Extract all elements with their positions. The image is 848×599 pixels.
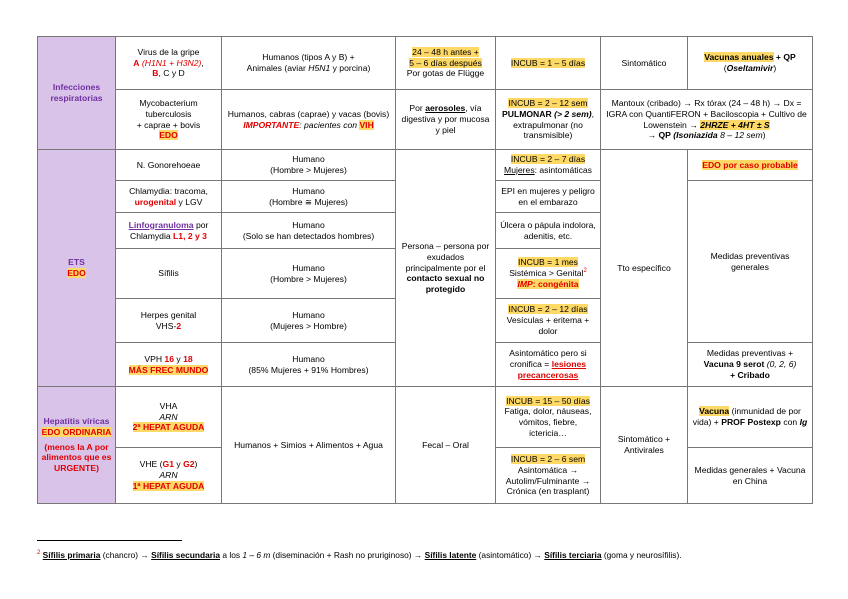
footnote-sifilis: $^2$ Sífilis primaria (chancro) → Sífilis secundaria a los 1 – 6 m (diseminación + Rash no pruriginoso) → Sífilis latente (asintomático) → Sífilis terciaria (goma y neurosífilis). <box>37 550 682 560</box>
cell-clin-lgv: Úlcera o pápula indolora, adenitis, etc. <box>496 213 601 249</box>
cell-prev-ets-general: Medidas preventivas generales <box>688 181 813 343</box>
cell-host-gripe: Humanos (tipos A y B) + Animales (aviar H5N1 y porcina) <box>222 37 396 90</box>
cell-clin-hep: Sintomático + Antivirales <box>601 387 688 504</box>
cell-agent-chlamydia: Chlamydia: tracoma, urogenital y LGV <box>116 181 222 213</box>
row-tb <box>38 90 813 150</box>
cell-agent-vhe: VHE (G1 y G2) ARN 1ª HEPAT AGUDA <box>116 448 222 504</box>
cell-prev-gono: EDO por caso probable <box>688 150 813 181</box>
cell-agent-sifilis: Sífilis <box>116 249 222 299</box>
cell-clin-vha: INCUB = 15 – 50 días Fatiga, dolor, náuseas, vómitos, fiebre, ictericia… <box>496 387 601 448</box>
cell-trans-gripe: 24 – 48 h antes + 5 – 6 días después Por gotas de Flügge <box>396 37 496 90</box>
cell-agent-lgv: Linfogranuloma por Chlamydia L1, 2 y 3 <box>116 213 222 249</box>
cell-prev-gripe: Vacunas anuales + QP (Oseltamivir) <box>688 37 813 90</box>
row-vha <box>38 387 813 448</box>
cell-clin-gripe: Sintomático <box>601 37 688 90</box>
cell-clin-sifilis: INCUB = 1 mes Sistémica > Genital$^2$ IMP: congénita <box>496 249 601 299</box>
cell-incub-gripe: INCUB = 1 – 5 días <box>496 37 601 90</box>
cell-host-sifilis: Humano (Hombre > Mujeres) <box>222 249 396 299</box>
cell-prev-vhe: Medidas generales + Vacuna en China <box>688 448 813 504</box>
cell-agent-vha: VHA ARN 2ª HEPAT AGUDA <box>116 387 222 448</box>
cell-prev-vha: Vacuna (inmunidad de por vida) + PROF Postexp con Ig <box>688 387 813 448</box>
cell-host-hep: Humanos + Simios + Alimentos + Agua <box>222 387 396 504</box>
cell-incub-gono: INCUB = 2 – 7 días Mujeres: asintomáticas <box>496 150 601 181</box>
cell-trans-hep: Fecal – Oral <box>396 387 496 504</box>
cell-trans-tb: Por aerosoles, vía digestiva y por mucosa y piel <box>396 90 496 150</box>
cell-clin-ets: Tto específico <box>601 150 688 387</box>
group-hepatitis: Hepatitis víricas EDO ORDINARIA (menos la A por alimentos que es URGENTE) <box>38 387 116 504</box>
cell-agent-gono: N. Gonorehoeae <box>116 150 222 181</box>
cell-clin-vph: Asintomático pero si cronifica = lesiones precancerosas <box>496 343 601 387</box>
row-gripe <box>38 37 813 90</box>
cell-clin-chlamydia: EPI en mujeres y peligro en el embarazo <box>496 181 601 213</box>
cell-incub-tb: INCUB = 2 – 12 sem PULMONAR (> 2 sem), extrapulmonar (no transmisible) <box>496 90 601 150</box>
group-ets: ETS EDO <box>38 150 116 387</box>
group-respiratorias: Infecciones respiratorias <box>38 37 116 150</box>
cell-agent-vph: VPH 16 y 18 MÁS FREC MUNDO <box>116 343 222 387</box>
cell-agent-tb: Mycobacterium tuberculosis + caprae + bovis EDO <box>116 90 222 150</box>
cell-agent-gripe: Virus de la gripe A (H1N1 + H3N2), B, C y D <box>116 37 222 90</box>
footnote-separator <box>37 540 182 541</box>
cell-host-lgv: Humano (Solo se han detectados hombres) <box>222 213 396 249</box>
cell-host-tb: Humanos, cabras (caprae) y vacas (bovis) IMPORTANTE: pacientes con VIH <box>222 90 396 150</box>
row-gono <box>38 150 813 181</box>
epidemiology-table <box>37 36 813 504</box>
cell-clin-vhe: INCUB = 2 – 6 sem Asintomática → Autolim/Fulminante → Crónica (en trasplant) <box>496 448 601 504</box>
cell-host-gono: Humano (Hombre > Mujeres) <box>222 150 396 181</box>
cell-clin-herpes: INCUB = 2 – 12 días Vesículas + eritema + dolor <box>496 299 601 343</box>
cell-host-herpes: Humano (Mujeres > Hombre) <box>222 299 396 343</box>
cell-host-chlamydia: Humano (Hombre ≅ Mujeres) <box>222 181 396 213</box>
cell-trans-ets: Persona – persona por exudados principalmente por el contacto sexual no protegido <box>396 150 496 387</box>
cell-prev-vph: Medidas preventivas + Vacuna 9 serot (0, 2, 6) + Cribado <box>688 343 813 387</box>
cell-host-vph: Humano (85% Mujeres + 91% Hombres) <box>222 343 396 387</box>
cell-dx-tb: Mantoux (cribado) → Rx tórax (24 – 48 h) → Dx = IGRA con QuantiFERON + Baciloscopia + Cultivo de Lowenstein → 2HRZE + 4HT ± S → QP (Isoniazida 8 – 12 sem) <box>601 90 813 150</box>
cell-agent-herpes: Herpes genital VHS-2 <box>116 299 222 343</box>
